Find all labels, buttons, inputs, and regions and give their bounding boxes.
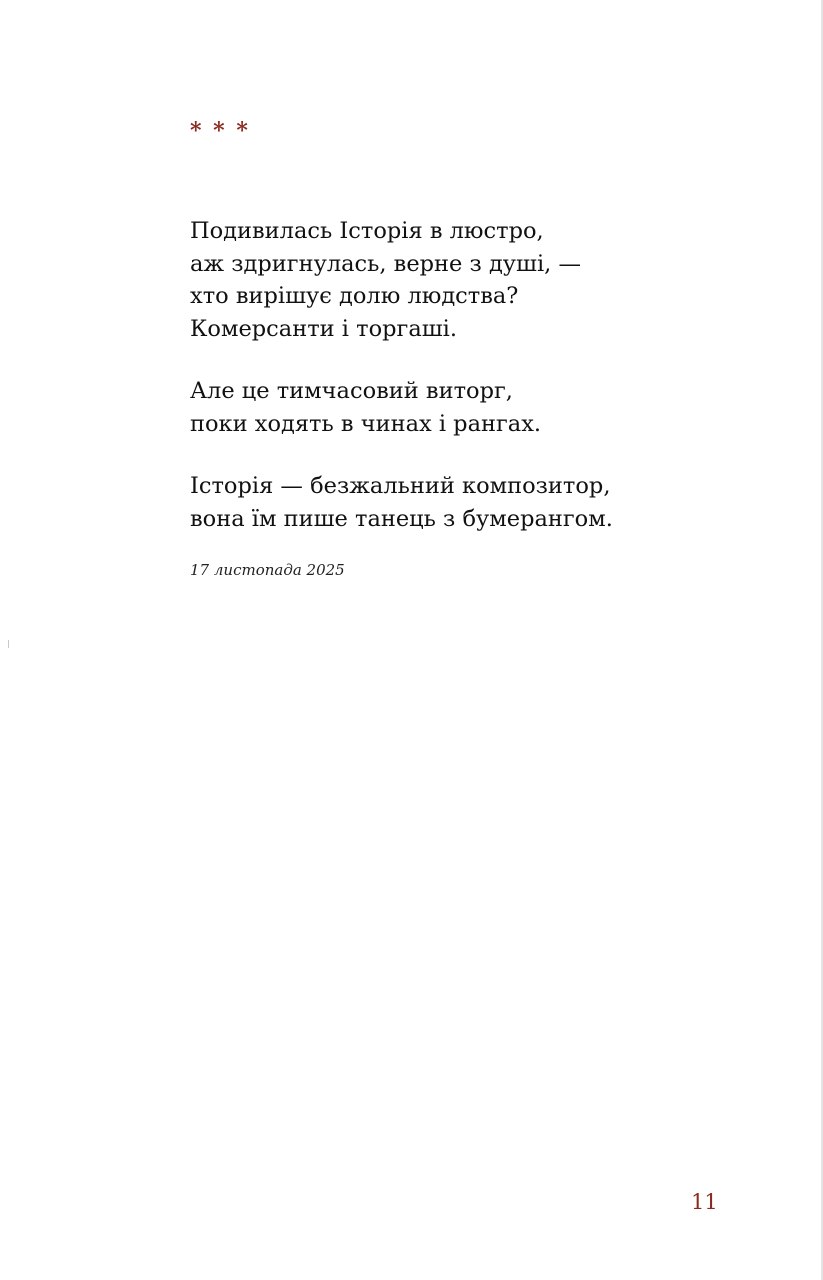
- poem-line: вона їм пише танець з бумерангом.: [190, 505, 613, 532]
- page-number: 11: [691, 1190, 718, 1214]
- poem: [190, 215, 790, 535]
- stanza: [190, 470, 790, 535]
- poem-line: Але це тимчасовий виторг,: [190, 378, 513, 404]
- poem-line: Історія — безжальний композитор,: [190, 473, 611, 499]
- poem-line: поки ходять в чинах і рангах.: [190, 410, 542, 437]
- stanza: [190, 375, 790, 440]
- poem-line: аж здригнулась, верне з душі, —: [190, 250, 581, 277]
- poem-line: Комерсанти і торгаші.: [190, 315, 458, 342]
- margin-mark: [8, 640, 9, 648]
- section-ornament: * * *: [190, 118, 250, 144]
- poem-line: хто вирішує долю людства?: [190, 283, 519, 309]
- stanza: [190, 215, 790, 345]
- poem-line: Подивилась Історія в люстро,: [190, 218, 544, 244]
- poem-date: 17 листопада 2025: [190, 561, 345, 579]
